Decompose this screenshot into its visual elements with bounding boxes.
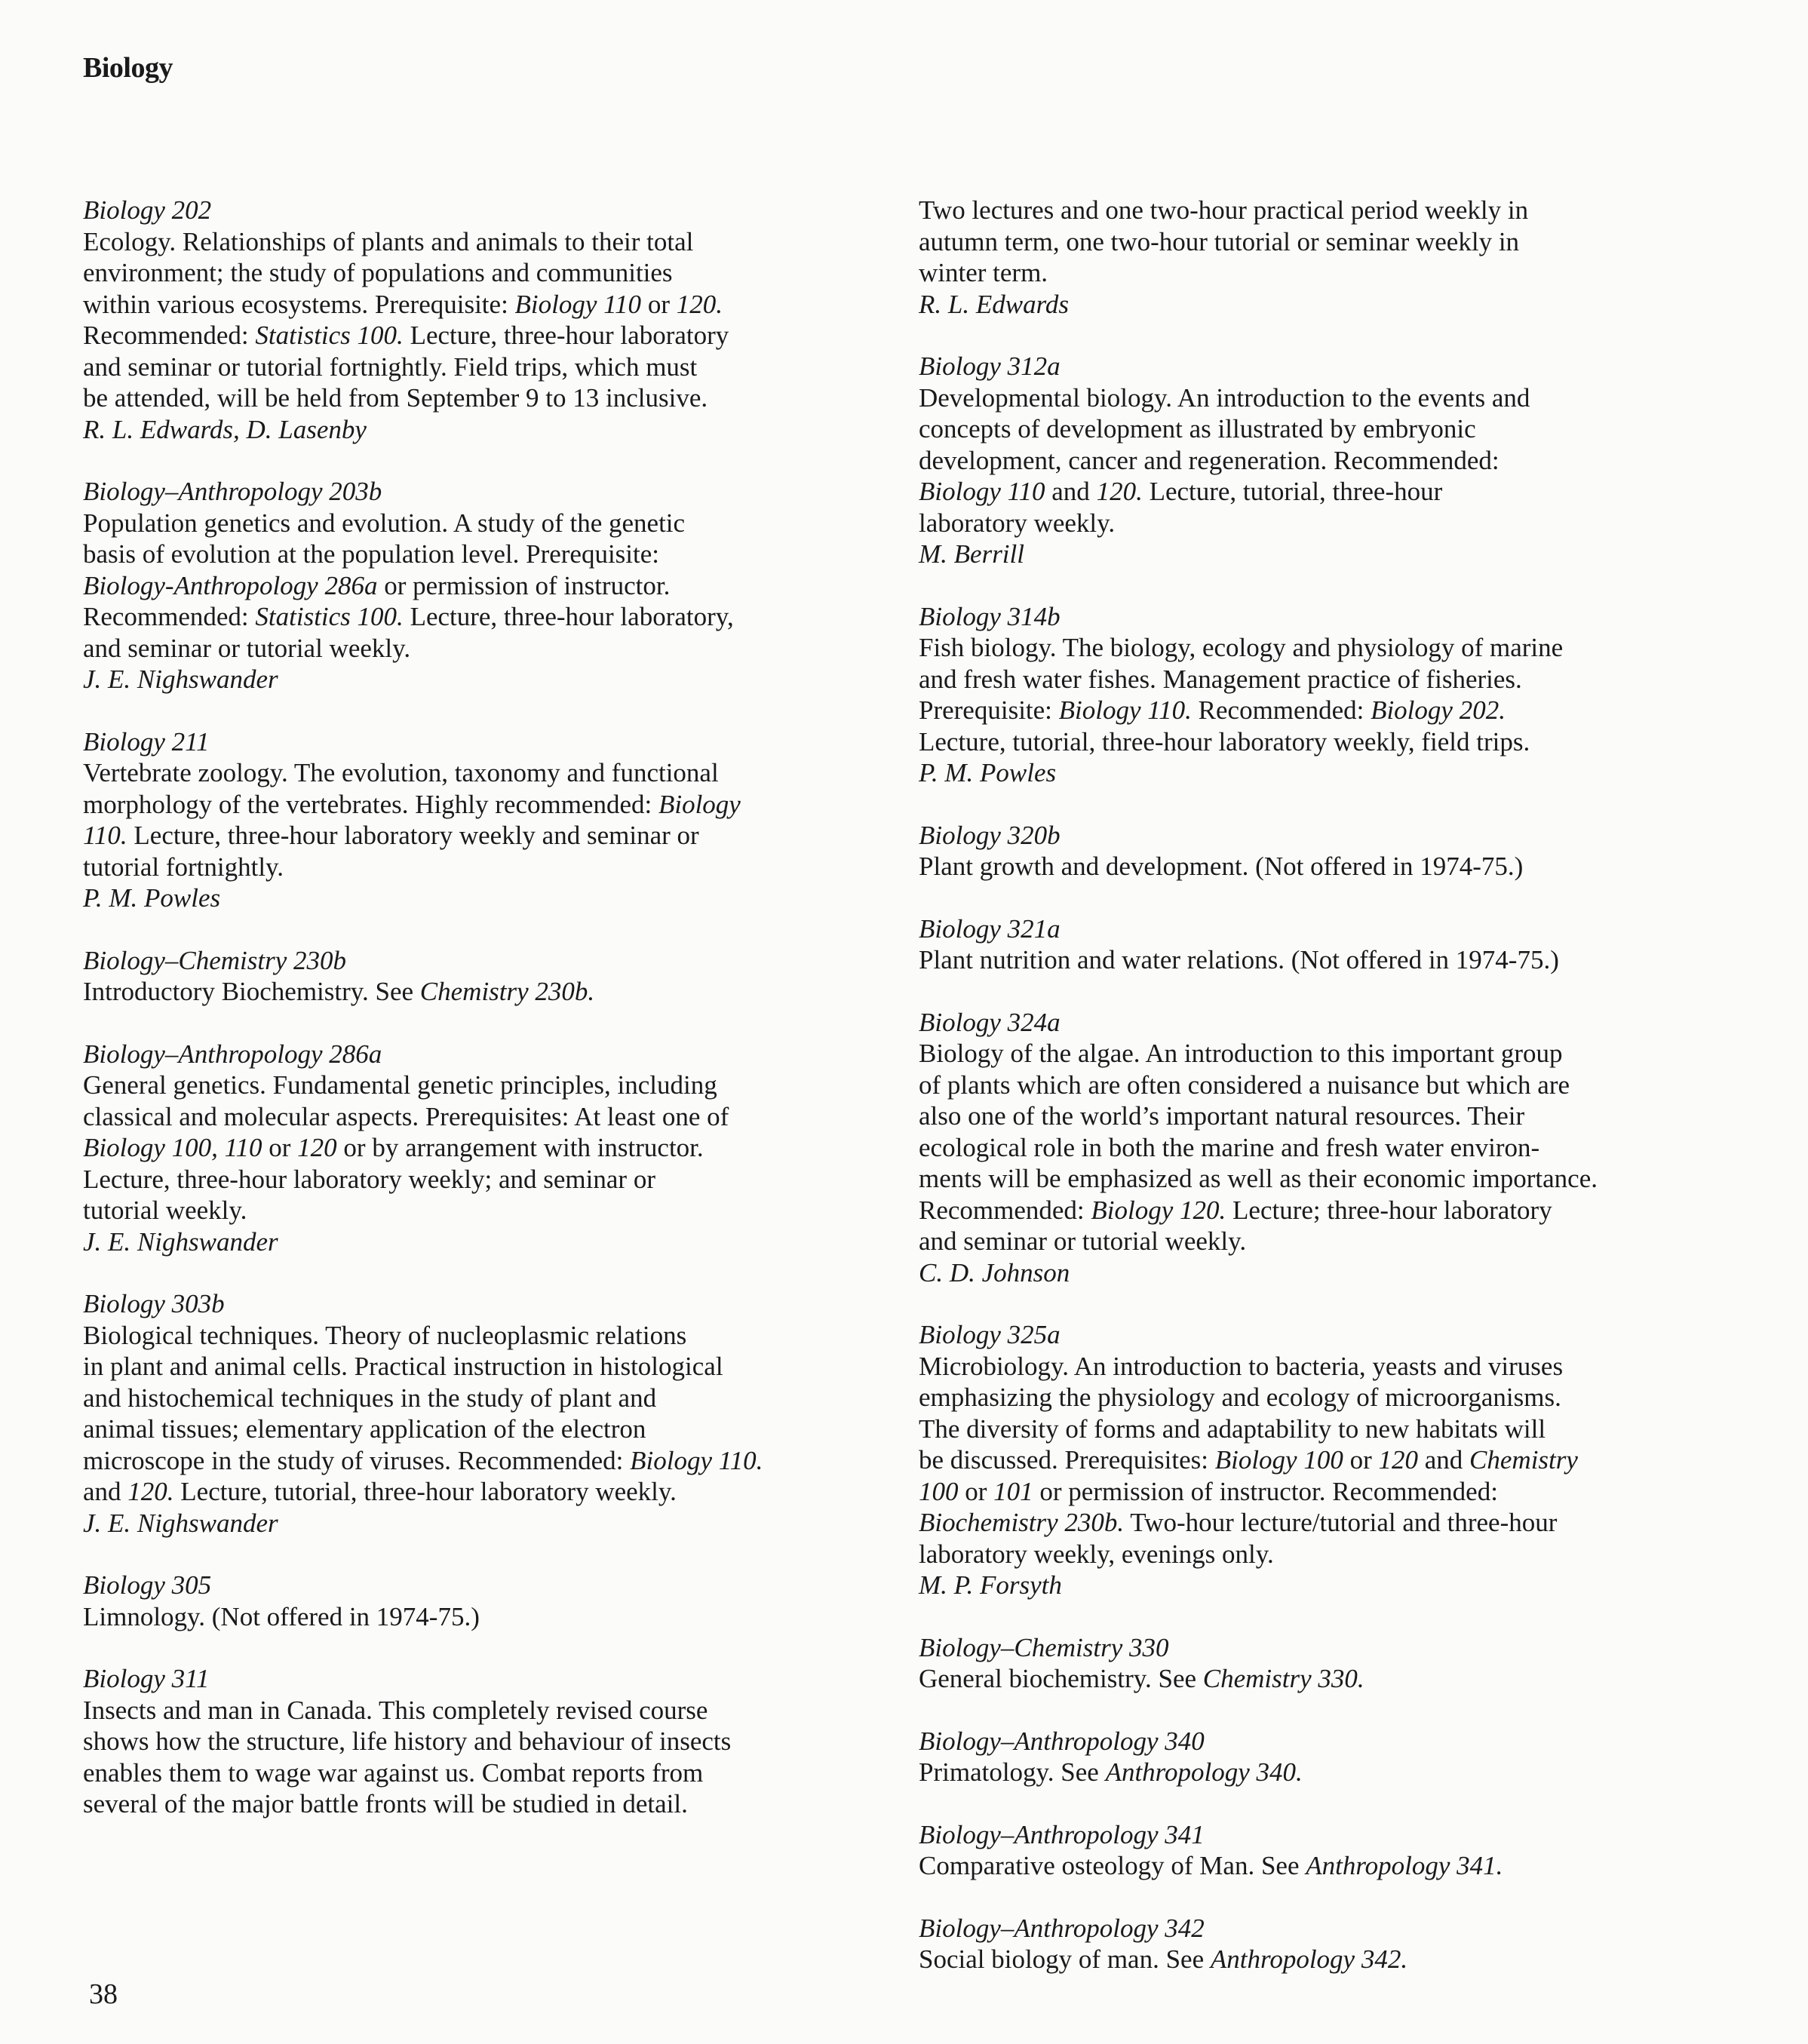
description-line	[83, 789, 905, 821]
text-segment: morphology of the vertebrates. Highly recommended:	[83, 789, 658, 819]
description-line	[83, 1101, 905, 1133]
course-reference: Biology 100	[1214, 1445, 1343, 1475]
text-segment: Insects and man in Canada. This completely revised course	[83, 1695, 708, 1725]
course-reference: Statistics 100.	[255, 602, 404, 631]
text-segment: Lecture, three-hour laboratory weekly and seminar or	[127, 821, 699, 850]
course-entry	[83, 1039, 905, 1258]
instructor-name: R. L. Edwards, D. Lasenby	[83, 414, 367, 444]
instructor-name: P. M. Powles	[83, 883, 221, 913]
course-reference: Biology	[658, 789, 741, 819]
description-line	[919, 382, 1718, 414]
instructor-name: R. L. Edwards	[919, 289, 1070, 319]
description-line	[83, 1726, 905, 1757]
text-segment: General genetics. Fundamental genetic principles, including	[83, 1070, 717, 1100]
text-segment: Vertebrate zoology. The evolution, taxonomy and functional	[83, 758, 719, 787]
text-segment: Lecture, tutorial, three-hour	[1142, 477, 1443, 506]
description-line	[919, 413, 1718, 445]
text-segment: or by arrangement with instructor.	[336, 1133, 704, 1162]
text-segment: and	[1045, 477, 1097, 506]
course-code: Biology 320b	[919, 820, 1061, 850]
text-segment: be discussed. Prerequisites:	[919, 1445, 1215, 1475]
text-segment: General biochemistry. See	[919, 1664, 1203, 1693]
text-segment: tutorial fortnightly.	[83, 852, 284, 882]
description-line	[919, 195, 1718, 226]
description-line	[919, 1100, 1718, 1132]
text-segment: Ecology. Relationships of plants and animals to their total	[83, 226, 694, 256]
description-line	[83, 633, 905, 664]
course-entry	[919, 1319, 1718, 1601]
description-line	[83, 757, 905, 789]
text-segment: Recommended:	[1191, 695, 1371, 725]
text-segment: classical and molecular aspects. Prerequisites: At least one of	[83, 1101, 729, 1131]
text-segment: Fish biology. The biology, ecology and physiology of marine	[919, 633, 1564, 662]
text-segment: laboratory weekly.	[919, 508, 1116, 538]
description-line	[83, 1695, 905, 1726]
course-entry	[83, 1570, 905, 1632]
course-entry	[83, 1288, 905, 1539]
text-segment: Social biology of man. See	[919, 1944, 1211, 1974]
description-line	[919, 1070, 1718, 1101]
course-reference: Biochemistry 230b.	[919, 1508, 1125, 1537]
text-segment: Lecture, tutorial, three-hour laboratory weekly.	[173, 1477, 677, 1506]
course-code: Biology 305	[83, 1570, 212, 1600]
course-code: Biology–Anthropology 341	[919, 1819, 1205, 1849]
description-line	[83, 1351, 905, 1383]
description-line	[83, 1445, 905, 1477]
text-segment: Limnology. (Not offered in 1974-75.)	[83, 1601, 480, 1631]
description-line	[919, 1444, 1718, 1476]
text-segment: also one of the world’s important natural resources. Their	[919, 1101, 1525, 1131]
description-line	[919, 257, 1718, 289]
right-column	[919, 195, 1718, 2006]
course-code: Biology–Anthropology 286a	[83, 1039, 382, 1069]
course-entry	[83, 476, 905, 695]
description-line	[919, 508, 1718, 539]
text-segment: Biological techniques. Theory of nucleoplasmic relations	[83, 1320, 687, 1350]
text-segment: or	[262, 1133, 298, 1162]
description-line	[83, 570, 905, 602]
course-entry	[919, 1819, 1718, 1882]
description-line	[919, 226, 1718, 258]
description-line	[83, 820, 905, 852]
course-reference: Chemistry	[1469, 1445, 1578, 1475]
course-entry	[919, 601, 1718, 789]
description-line	[919, 1038, 1718, 1070]
course-code: Biology 202	[83, 195, 212, 225]
course-code: Biology 314b	[919, 601, 1061, 631]
text-segment: Recommended:	[919, 1195, 1091, 1225]
description-line	[919, 695, 1718, 726]
description-line	[83, 289, 905, 321]
description-line	[919, 1476, 1718, 1508]
description-line	[83, 1413, 905, 1445]
description-line	[919, 1382, 1718, 1413]
description-line	[83, 508, 905, 539]
text-segment: and	[83, 1477, 128, 1506]
text-segment: and seminar or tutorial fortnightly. Field trips, which must	[83, 351, 698, 382]
text-segment: Lecture, three-hour laboratory,	[403, 602, 734, 631]
text-segment: of plants which are often considered a nuisance but which are	[919, 1070, 1570, 1100]
description-line	[83, 1164, 905, 1195]
text-segment: ments will be emphasized as well as their economic importance.	[919, 1164, 1598, 1193]
course-reference: 100	[919, 1476, 959, 1506]
course-reference: 110.	[83, 821, 127, 850]
text-segment: in plant and animal cells. Practical instruction in histological	[83, 1352, 723, 1381]
course-entry	[919, 1632, 1718, 1695]
description-line	[83, 976, 905, 1008]
description-line	[919, 1413, 1718, 1445]
course-code: Biology 325a	[919, 1320, 1061, 1349]
instructor-name: J. E. Nighswander	[83, 1226, 278, 1257]
course-reference: Biology 110	[919, 477, 1045, 506]
text-segment: The diversity of forms and adaptability to new habitats will	[919, 1413, 1546, 1444]
text-segment: Recommended:	[83, 321, 256, 350]
description-line	[83, 320, 905, 351]
description-line	[919, 445, 1718, 477]
course-code: Biology 321a	[919, 913, 1061, 944]
description-line	[83, 257, 905, 289]
text-segment: or	[958, 1476, 994, 1506]
description-line	[919, 1850, 1718, 1882]
description-line	[83, 1132, 905, 1164]
text-segment: Biology of the algae. An introduction to this important group	[919, 1039, 1563, 1068]
text-segment: microscope in the study of viruses. Recommended:	[83, 1445, 631, 1475]
description-line	[83, 1383, 905, 1414]
description-line	[919, 1163, 1718, 1195]
text-segment: emphasizing the physiology and ecology of microorganisms.	[919, 1383, 1561, 1412]
description-line	[919, 476, 1718, 508]
text-segment: or permission of instructor.	[377, 570, 671, 600]
course-code: Biology 211	[83, 726, 210, 757]
description-line	[919, 1944, 1718, 1975]
text-segment: and histochemical techniques in the study of plant and	[83, 1383, 657, 1413]
description-line	[919, 632, 1718, 664]
text-segment: Lecture; three-hour laboratory	[1226, 1195, 1552, 1225]
course-entry	[83, 726, 905, 914]
text-segment: Lecture, three-hour laboratory	[403, 321, 729, 350]
course-reference: 120.	[127, 1477, 174, 1506]
text-segment: Microbiology. An introduction to bacteria, yeasts and viruses	[919, 1351, 1564, 1381]
text-segment: Population genetics and evolution. A study of the genetic	[83, 508, 686, 538]
course-reference: Biology 110	[514, 289, 642, 319]
description-line	[83, 601, 905, 633]
course-reference: 120.	[676, 289, 723, 319]
description-line	[919, 1195, 1718, 1226]
text-segment: Introductory Biochemistry. See	[83, 977, 420, 1006]
text-segment: tutorial weekly.	[83, 1195, 247, 1225]
description-line	[83, 382, 905, 414]
course-reference: Biology 100, 110	[83, 1133, 262, 1162]
course-reference: Statistics 100.	[255, 321, 404, 350]
text-segment: animal tissues; elementary application of the electron	[83, 1414, 646, 1444]
text-segment: concepts of development as illustrated by embryonic	[919, 414, 1476, 443]
text-segment: Comparative osteology of Man. See	[919, 1851, 1306, 1880]
left-column	[83, 195, 905, 1851]
course-entry	[83, 1663, 905, 1820]
course-code: Biology 324a	[919, 1007, 1061, 1037]
course-entry	[919, 1726, 1718, 1788]
description-line	[83, 1195, 905, 1226]
text-segment: development, cancer and regeneration. Recommended:	[919, 445, 1500, 475]
course-code: Biology–Anthropology 342	[919, 1913, 1205, 1943]
course-reference: Anthropology 341.	[1306, 1851, 1503, 1880]
text-segment: Prerequisite:	[919, 695, 1059, 725]
text-segment: or permission of instructor. Recommended:	[1033, 1476, 1498, 1506]
text-segment: and fresh water fishes. Management practice of fisheries.	[919, 664, 1522, 694]
text-segment: ecological role in both the marine and fresh water environ-	[919, 1132, 1540, 1162]
course-reference: Anthropology 342.	[1210, 1944, 1408, 1974]
instructor-name: M. P. Forsyth	[919, 1570, 1062, 1600]
description-line	[919, 1226, 1718, 1257]
course-reference: Biology-Anthropology 286a	[83, 570, 378, 600]
description-line	[83, 852, 905, 883]
text-segment: Lecture, three-hour laboratory weekly; and seminar or	[83, 1164, 655, 1194]
text-segment: environment; the study of populations and communities	[83, 258, 673, 287]
course-reference: Biology 202.	[1371, 695, 1506, 725]
instructor-name: C. D. Johnson	[919, 1257, 1070, 1287]
description-line	[83, 1320, 905, 1352]
text-segment: winter term.	[919, 258, 1048, 287]
course-reference: Anthropology 340.	[1105, 1757, 1303, 1787]
course-code: Biology–Anthropology 340	[919, 1726, 1205, 1756]
text-segment: Recommended:	[83, 602, 256, 631]
text-segment: autumn term, one two-hour tutorial or seminar weekly in	[919, 226, 1520, 256]
description-line	[919, 851, 1718, 882]
text-segment: Developmental biology. An introduction to the events and	[919, 382, 1530, 413]
course-reference: Chemistry 330.	[1202, 1664, 1364, 1693]
text-segment: Primatology. See	[919, 1757, 1106, 1787]
course-code: Biology–Anthropology 203b	[83, 477, 382, 506]
text-segment: Two lectures and one two-hour practical period weekly in	[919, 195, 1529, 225]
description-line	[919, 726, 1718, 758]
text-segment: or	[1343, 1445, 1379, 1475]
description-line	[919, 1132, 1718, 1164]
description-line	[83, 351, 905, 383]
instructor-name: P. M. Powles	[919, 758, 1057, 787]
page-number: 38	[89, 1978, 118, 2010]
course-code: Biology 311	[83, 1664, 210, 1693]
text-segment: be attended, will be held from September 9 to 13 inclusive.	[83, 383, 708, 413]
course-entry	[83, 195, 905, 445]
course-reference: 120	[297, 1133, 337, 1162]
course-entry	[919, 1007, 1718, 1289]
course-code: Biology–Chemistry 230b	[83, 945, 346, 975]
course-reference: 120	[1378, 1445, 1418, 1475]
text-segment: laboratory weekly, evenings only.	[919, 1539, 1274, 1569]
text-segment: basis of evolution at the population level. Prerequisite:	[83, 539, 660, 569]
course-entry	[919, 913, 1718, 976]
course-code: Biology–Chemistry 330	[919, 1632, 1169, 1662]
course-reference: Chemistry 230b.	[419, 977, 595, 1006]
text-segment: Two-hour lecture/tutorial and three-hour	[1124, 1508, 1558, 1537]
course-reference: Biology 110.	[1058, 695, 1192, 725]
course-entry	[919, 351, 1718, 570]
description-line	[919, 1539, 1718, 1570]
description-line	[83, 1070, 905, 1101]
course-code: Biology 303b	[83, 1289, 225, 1318]
text-segment: and seminar or tutorial weekly.	[83, 633, 411, 663]
text-segment: enables them to wage war against us. Combat reports from	[83, 1757, 704, 1788]
text-segment: Plant growth and development. (Not offered in 1974-75.)	[919, 852, 1524, 881]
description-line	[83, 1788, 905, 1820]
description-line	[83, 226, 905, 258]
course-reference: Biology 110.	[630, 1445, 763, 1475]
text-segment: several of the major battle fronts will be studied in detail.	[83, 1789, 688, 1818]
course-reference: Biology 120.	[1091, 1195, 1226, 1225]
text-segment: and seminar or tutorial weekly.	[919, 1226, 1247, 1256]
description-line	[919, 1663, 1718, 1695]
description-line	[919, 1351, 1718, 1383]
description-line	[83, 1601, 905, 1633]
text-segment: within various ecosystems. Prerequisite:	[83, 289, 515, 319]
text-segment: or	[641, 289, 677, 319]
description-line	[919, 664, 1718, 695]
course-entry	[919, 195, 1718, 320]
text-segment: Plant nutrition and water relations. (Not offered in 1974-75.)	[919, 945, 1559, 974]
instructor-name: J. E. Nighswander	[83, 664, 278, 694]
course-reference: 101	[993, 1476, 1033, 1506]
text-segment: shows how the structure, life history and behaviour of insects	[83, 1726, 732, 1756]
description-line	[919, 1507, 1718, 1539]
course-entry	[919, 820, 1718, 882]
course-entry	[919, 1913, 1718, 1975]
page-heading: Biology	[83, 52, 173, 84]
text-segment: Lecture, tutorial, three-hour laboratory weekly, field trips.	[919, 726, 1530, 757]
text-segment: and	[1418, 1445, 1470, 1475]
description-line	[919, 1757, 1718, 1788]
instructor-name: J. E. Nighswander	[83, 1508, 278, 1538]
course-entry	[83, 945, 905, 1008]
description-line	[83, 1476, 905, 1508]
instructor-name: M. Berrill	[919, 539, 1024, 569]
course-reference: 120.	[1096, 477, 1143, 506]
course-code: Biology 312a	[919, 351, 1061, 381]
description-line	[919, 944, 1718, 976]
description-line	[83, 1757, 905, 1789]
description-line	[83, 539, 905, 570]
